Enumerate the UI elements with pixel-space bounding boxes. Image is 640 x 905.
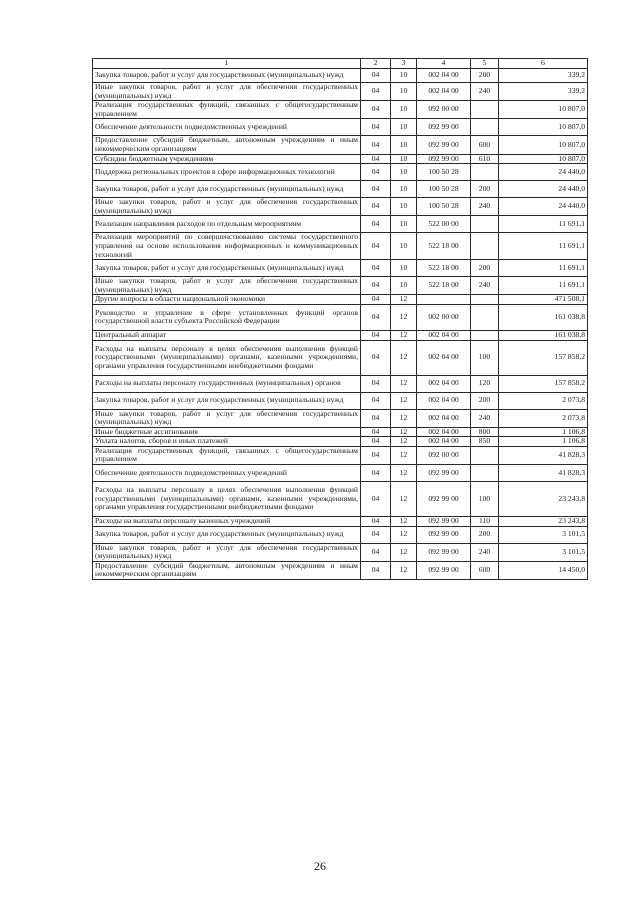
- row-section: 04: [361, 561, 391, 579]
- row-expense-type: 100: [471, 482, 499, 517]
- row-expense-type: 200: [471, 526, 499, 543]
- row-section: 04: [361, 304, 391, 330]
- table-row: [93, 465, 588, 482]
- row-amount: 161 038,8: [499, 330, 588, 340]
- row-amount: 10 807,0: [499, 101, 588, 119]
- table-row: [93, 427, 588, 437]
- row-name: Субсидии бюджетным учреждениям: [93, 154, 361, 164]
- row-section: 04: [361, 83, 391, 101]
- row-section: 04: [361, 392, 391, 409]
- row-expense-type: 200: [471, 392, 499, 409]
- table-row: [93, 69, 588, 83]
- row-section: 04: [361, 465, 391, 482]
- row-amount: 2 073,8: [499, 392, 588, 409]
- row-target-article: 522 00 00: [417, 216, 471, 233]
- row-target-article: 092 99 00: [417, 561, 471, 579]
- table-row: [93, 198, 588, 216]
- row-section: 04: [361, 136, 391, 154]
- row-amount: 10 807,0: [499, 154, 588, 164]
- row-name: Иные закупки товаров, работ и услуг для обеспечения государственных (муниципальных) нужд: [93, 198, 361, 216]
- row-section: 04: [361, 69, 391, 83]
- table-row: [93, 295, 588, 305]
- row-target-article: 002 04 00: [417, 437, 471, 447]
- row-target-article: 522 18 00: [417, 260, 471, 277]
- table-row: [93, 446, 588, 464]
- table-row: [93, 119, 588, 136]
- row-subsection: 10: [391, 181, 417, 198]
- table-row: [93, 154, 588, 164]
- row-subsection: 12: [391, 409, 417, 427]
- row-subsection: 10: [391, 119, 417, 136]
- row-amount: 24 440,0: [499, 181, 588, 198]
- col-header-subsection: 3: [391, 59, 417, 69]
- header-row: [93, 59, 588, 69]
- row-expense-type: 240: [471, 83, 499, 101]
- row-section: 04: [361, 409, 391, 427]
- row-expense-type: [471, 330, 499, 340]
- row-expense-type: [471, 295, 499, 305]
- row-subsection: 10: [391, 198, 417, 216]
- row-section: 04: [361, 181, 391, 198]
- row-subsection: 12: [391, 526, 417, 543]
- row-subsection: 12: [391, 340, 417, 375]
- row-subsection: 10: [391, 260, 417, 277]
- row-section: 04: [361, 330, 391, 340]
- row-expense-type: [471, 101, 499, 119]
- row-target-article: 092 99 00: [417, 526, 471, 543]
- row-target-article: 100 50 28: [417, 198, 471, 216]
- row-subsection: 12: [391, 482, 417, 517]
- row-name: Закупка товаров, работ и услуг для государственных (муниципальных) нужд: [93, 69, 361, 83]
- row-amount: 11 691,1: [499, 216, 588, 233]
- row-amount: 471 508,1: [499, 295, 588, 305]
- row-section: 04: [361, 526, 391, 543]
- row-section: 04: [361, 446, 391, 464]
- row-name: Иные закупки товаров, работ и услуг для обеспечения государственных (муниципальных) нужд: [93, 277, 361, 295]
- col-header-name: 1: [93, 59, 361, 69]
- row-amount: 11 691,1: [499, 277, 588, 295]
- row-subsection: 10: [391, 233, 417, 260]
- row-subsection: 10: [391, 277, 417, 295]
- row-subsection: 12: [391, 330, 417, 340]
- row-target-article: 092 99 00: [417, 465, 471, 482]
- row-section: 04: [361, 216, 391, 233]
- row-name: Другие вопросы в области национальной экономики: [93, 295, 361, 305]
- table-row: [93, 561, 588, 579]
- row-amount: 23 243,8: [499, 482, 588, 517]
- row-name: Предоставление субсидий бюджетным, автономным учреждениям и иным некоммерческим организациям: [93, 561, 361, 579]
- row-expense-type: 600: [471, 136, 499, 154]
- row-name: Реализация государственных функций, связанных с общегосударственным управлением: [93, 446, 361, 464]
- table-row: [93, 543, 588, 561]
- row-name: Иные закупки товаров, работ и услуг для обеспечения государственных (муниципальных) нужд: [93, 409, 361, 427]
- row-target-article: 002 00 00: [417, 304, 471, 330]
- row-expense-type: 200: [471, 181, 499, 198]
- row-amount: 339,2: [499, 69, 588, 83]
- row-subsection: 12: [391, 465, 417, 482]
- row-section: 04: [361, 437, 391, 447]
- row-subsection: 10: [391, 83, 417, 101]
- row-subsection: 12: [391, 392, 417, 409]
- table-row: [93, 517, 588, 527]
- row-name: Реализация направления расходов по отдельным мероприятиям: [93, 216, 361, 233]
- row-amount: 24 440,0: [499, 198, 588, 216]
- row-section: 04: [361, 340, 391, 375]
- row-name: Иные бюджетные ассигнования: [93, 427, 361, 437]
- row-target-article: 092 99 00: [417, 543, 471, 561]
- row-amount: 11 691,1: [499, 233, 588, 260]
- row-target-article: 002 04 00: [417, 427, 471, 437]
- row-expense-type: 240: [471, 198, 499, 216]
- row-name: Уплата налогов, сборов и иных платежей: [93, 437, 361, 447]
- budget-table: [92, 58, 588, 580]
- row-subsection: 10: [391, 136, 417, 154]
- row-expense-type: [471, 216, 499, 233]
- row-expense-type: [471, 446, 499, 464]
- table-row: [93, 277, 588, 295]
- row-subsection: 12: [391, 517, 417, 527]
- row-subsection: 12: [391, 304, 417, 330]
- row-expense-type: 100: [471, 340, 499, 375]
- row-name: Центральный аппарат: [93, 330, 361, 340]
- row-target-article: 002 04 00: [417, 83, 471, 101]
- table-row: [93, 340, 588, 375]
- row-amount: 161 038,8: [499, 304, 588, 330]
- row-section: 04: [361, 482, 391, 517]
- row-target-article: 522 18 00: [417, 233, 471, 260]
- row-target-article: 002 04 00: [417, 409, 471, 427]
- row-section: 04: [361, 375, 391, 392]
- table-row: [93, 304, 588, 330]
- row-subsection: 12: [391, 543, 417, 561]
- table-row: [93, 136, 588, 154]
- row-name: Закупка товаров, работ и услуг для государственных (муниципальных) нужд: [93, 526, 361, 543]
- row-section: 04: [361, 277, 391, 295]
- row-section: 04: [361, 154, 391, 164]
- row-amount: 24 440,0: [499, 164, 588, 181]
- col-header-amount: 6: [499, 59, 588, 69]
- row-amount: 1 106,8: [499, 427, 588, 437]
- row-name: Закупка товаров, работ и услуг для государственных (муниципальных) нужд: [93, 260, 361, 277]
- col-header-expense-type: 5: [471, 59, 499, 69]
- row-name: Руководство и управление в сфере установленных функций органов государственной власти субъекта Российской Федерации: [93, 304, 361, 330]
- row-expense-type: [471, 304, 499, 330]
- row-section: 04: [361, 517, 391, 527]
- row-target-article: [417, 295, 471, 305]
- row-name: Закупка товаров, работ и услуг для государственных (муниципальных) нужд: [93, 392, 361, 409]
- row-name: Предоставление субсидий бюджетным, автономным учреждениям и иным некоммерческим организациям: [93, 136, 361, 154]
- row-section: 04: [361, 198, 391, 216]
- row-expense-type: 850: [471, 437, 499, 447]
- row-expense-type: 240: [471, 277, 499, 295]
- row-expense-type: [471, 119, 499, 136]
- row-section: 04: [361, 164, 391, 181]
- row-amount: 1 106,8: [499, 437, 588, 447]
- row-amount: 2 073,8: [499, 409, 588, 427]
- row-target-article: 002 04 00: [417, 69, 471, 83]
- row-target-article: 100 50 28: [417, 164, 471, 181]
- row-subsection: 10: [391, 216, 417, 233]
- row-target-article: 002 04 00: [417, 330, 471, 340]
- row-target-article: 002 04 00: [417, 392, 471, 409]
- row-amount: 41 828,3: [499, 446, 588, 464]
- row-subsection: 12: [391, 295, 417, 305]
- row-section: 04: [361, 260, 391, 277]
- row-amount: 3 101,5: [499, 526, 588, 543]
- row-target-article: 002 04 00: [417, 375, 471, 392]
- table-row: [93, 216, 588, 233]
- row-expense-type: 600: [471, 561, 499, 579]
- row-target-article: 522 18 00: [417, 277, 471, 295]
- row-subsection: 12: [391, 437, 417, 447]
- table-row: [93, 101, 588, 119]
- row-amount: 3 101,5: [499, 543, 588, 561]
- row-name: Расходы на выплаты персоналу государственных (муниципальных) органов: [93, 375, 361, 392]
- row-target-article: 092 99 00: [417, 517, 471, 527]
- row-name: Расходы на выплаты персоналу казенных учреждений: [93, 517, 361, 527]
- row-target-article: 092 00 00: [417, 101, 471, 119]
- row-name: Расходы на выплаты персоналу в целях обеспечения выполнения функций государственными (муниципальными) органами, казенными учреждениями, органами управления государственными внебюджетными фондами: [93, 340, 361, 375]
- table-row: [93, 330, 588, 340]
- row-amount: 23 243,8: [499, 517, 588, 527]
- row-expense-type: 610: [471, 154, 499, 164]
- row-section: 04: [361, 233, 391, 260]
- row-name: Обеспечение деятельности подведомственных учреждений: [93, 465, 361, 482]
- row-name: Закупка товаров, работ и услуг для государственных (муниципальных) нужд: [93, 181, 361, 198]
- table-row: [93, 83, 588, 101]
- table-row: [93, 437, 588, 447]
- table-row: [93, 409, 588, 427]
- row-subsection: 10: [391, 101, 417, 119]
- row-name: Поддержка региональных проектов в сфере информационных технологий: [93, 164, 361, 181]
- row-amount: 14 450,0: [499, 561, 588, 579]
- row-expense-type: [471, 233, 499, 260]
- row-subsection: 10: [391, 154, 417, 164]
- row-target-article: 002 04 00: [417, 340, 471, 375]
- row-expense-type: 200: [471, 69, 499, 83]
- row-expense-type: [471, 164, 499, 181]
- row-amount: 157 858,2: [499, 375, 588, 392]
- row-expense-type: 240: [471, 409, 499, 427]
- row-section: 04: [361, 295, 391, 305]
- row-expense-type: 800: [471, 427, 499, 437]
- row-name: Расходы на выплаты персоналу в целях обеспечения выполнения функций государственными (муниципальными) органами, казенными учреждениями, органами управления государственными внебюджетными фондами: [93, 482, 361, 517]
- row-target-article: 100 50 28: [417, 181, 471, 198]
- row-expense-type: 110: [471, 517, 499, 527]
- table-row: [93, 164, 588, 181]
- row-target-article: 092 99 00: [417, 154, 471, 164]
- row-amount: 339,2: [499, 83, 588, 101]
- table-row: [93, 260, 588, 277]
- row-name: Иные закупки товаров, работ и услуг для обеспечения государственных (муниципальных) нужд: [93, 83, 361, 101]
- col-header-section: 2: [361, 59, 391, 69]
- table-row: [93, 482, 588, 517]
- row-subsection: 10: [391, 69, 417, 83]
- row-expense-type: 240: [471, 543, 499, 561]
- row-target-article: 092 99 00: [417, 119, 471, 136]
- row-amount: 10 807,0: [499, 119, 588, 136]
- row-section: 04: [361, 427, 391, 437]
- row-section: 04: [361, 543, 391, 561]
- row-expense-type: [471, 465, 499, 482]
- row-target-article: 092 99 00: [417, 136, 471, 154]
- col-header-target-article: 4: [417, 59, 471, 69]
- table-row: [93, 233, 588, 260]
- row-subsection: 12: [391, 446, 417, 464]
- row-name: Обеспечение деятельности подведомственных учреждений: [93, 119, 361, 136]
- row-subsection: 12: [391, 561, 417, 579]
- row-target-article: 092 00 00: [417, 446, 471, 464]
- row-section: 04: [361, 119, 391, 136]
- row-subsection: 12: [391, 427, 417, 437]
- row-subsection: 12: [391, 375, 417, 392]
- table-row: [93, 375, 588, 392]
- row-name: Иные закупки товаров, работ и услуг для обеспечения государственных (муниципальных) нужд: [93, 543, 361, 561]
- row-target-article: 092 99 00: [417, 482, 471, 517]
- table-row: [93, 526, 588, 543]
- row-name: Реализация мероприятий по совершенствованию системы государственного управления на основе использования информационных и коммуникационных технологий: [93, 233, 361, 260]
- row-expense-type: 200: [471, 260, 499, 277]
- table-row: [93, 392, 588, 409]
- page-number: 26: [314, 859, 326, 873]
- row-subsection: 10: [391, 164, 417, 181]
- row-amount: 157 858,2: [499, 340, 588, 375]
- row-amount: 10 807,0: [499, 136, 588, 154]
- row-name: Реализация государственных функций, связанных с общегосударственным управлением: [93, 101, 361, 119]
- table-row: [93, 181, 588, 198]
- row-amount: 41 828,3: [499, 465, 588, 482]
- row-section: 04: [361, 101, 391, 119]
- row-amount: 11 691,1: [499, 260, 588, 277]
- row-expense-type: 120: [471, 375, 499, 392]
